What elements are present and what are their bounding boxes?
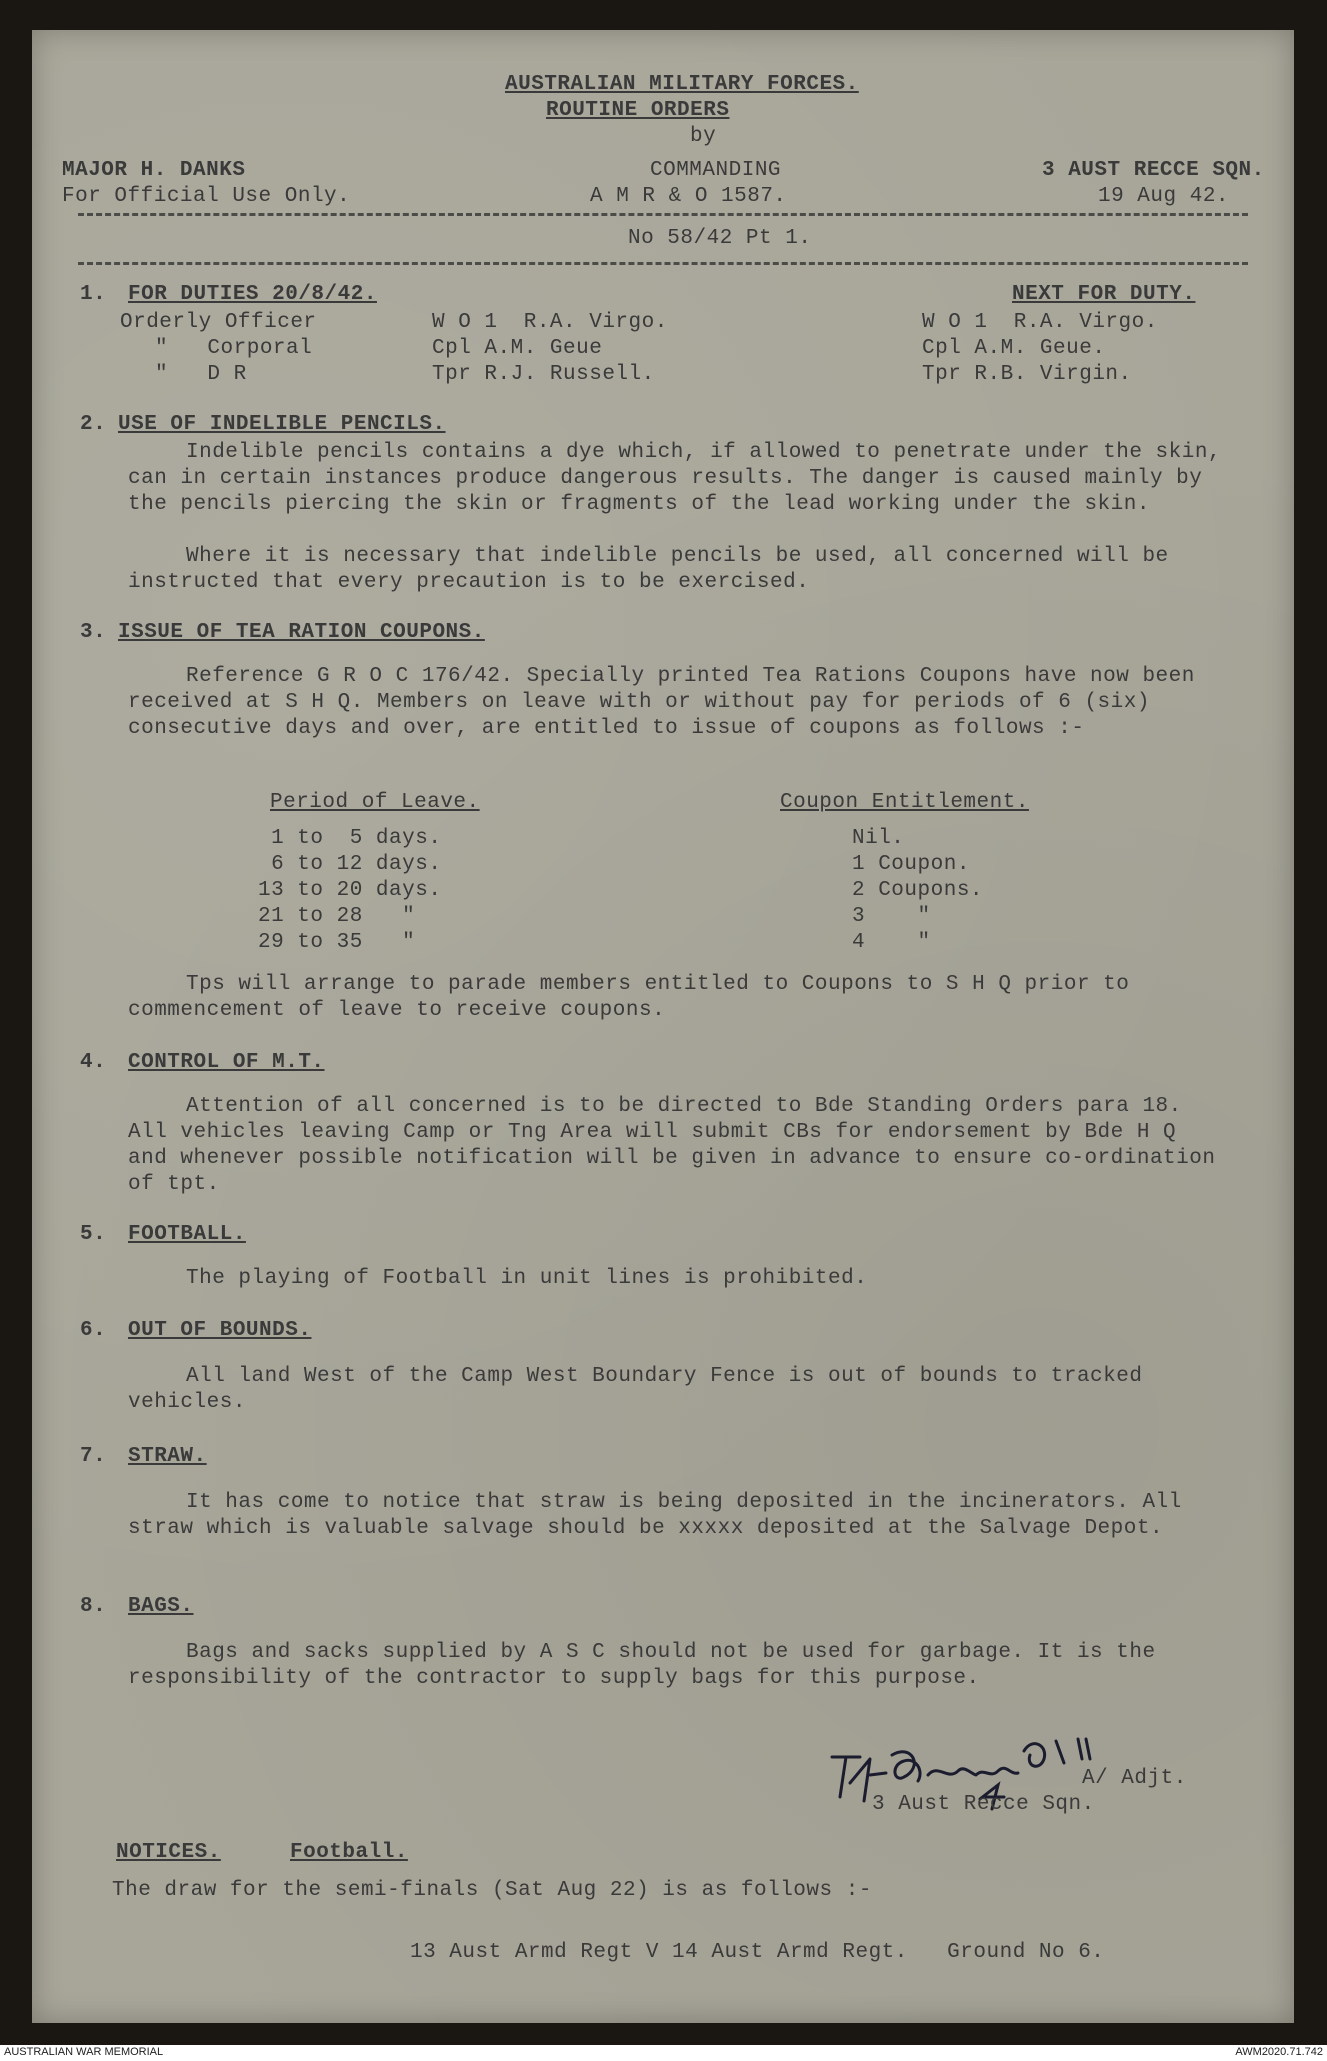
- section-4-number: 4.: [80, 1051, 107, 1074]
- section-2-para-1: Indelible pencils contains a dye which, if allowed to penetrate under the skin, can in certain instances produce dangerous results. The danger is caused mainly by the pencils piercing the skin or fragments of the lead working under the skin.: [128, 441, 1222, 516]
- duty-role: " D R: [155, 363, 247, 386]
- unit-name: 3 AUST RECCE SQN.: [1042, 159, 1265, 182]
- section-5-para-1: The playing of Football in unit lines is prohibited.: [186, 1267, 868, 1290]
- section-5-number: 5.: [80, 1223, 107, 1246]
- unit-code: A M R & O 1587.: [590, 185, 787, 208]
- section-2-heading: USE OF INDELIBLE PENCILS.: [118, 413, 446, 436]
- section-4-heading: CONTROL OF M.T.: [128, 1051, 325, 1074]
- section-7-para-1: It has come to notice that straw is being deposited in the incinerators. All straw which is valuable salvage should be xxxxx deposited at the Salvage Depot.: [128, 1491, 1182, 1540]
- signatory-role: A/ Adjt.: [1082, 1767, 1187, 1790]
- section-5-heading: FOOTBALL.: [128, 1223, 246, 1246]
- signatory-unit: 3 Aust Recce Sqn.: [872, 1793, 1095, 1816]
- section-6-para-1: All land West of the Camp West Boundary Fence is out of bounds to tracked vehicles.: [128, 1365, 1143, 1414]
- coupon-count: 4 ": [852, 931, 931, 954]
- coupon-count: 3 ": [852, 905, 931, 928]
- section-1-number: 1.: [80, 283, 107, 306]
- coupon-count: Nil.: [852, 827, 905, 850]
- leave-period: 29 to 35 ": [258, 931, 416, 954]
- section-6-heading: OUT OF BOUNDS.: [128, 1319, 312, 1342]
- section-7-number: 7.: [80, 1445, 107, 1468]
- period-of-leave-heading: Period of Leave.: [270, 791, 480, 814]
- by-label: by: [690, 125, 717, 148]
- section-6-number: 6.: [80, 1319, 107, 1342]
- section-3-para-2: Tps will arrange to parade members entitled to Coupons to S H Q prior to commencement of leave to receive coupons.: [128, 973, 1130, 1022]
- notices-topic: Football.: [290, 1841, 408, 1864]
- leave-period: 1 to 5 days.: [258, 827, 442, 850]
- order-date: 19 Aug 42.: [1098, 185, 1230, 208]
- section-8-para-1: Bags and sacks supplied by A S C should not be used for garbage. It is the responsibility of the contractor to supply bags for this purpose.: [128, 1641, 1156, 1690]
- notices-line-1: The draw for the semi-finals (Sat Aug 22) is as follows :-: [112, 1879, 872, 1902]
- commander-name: MAJOR H. DANKS: [62, 159, 246, 182]
- section-8-heading: BAGS.: [128, 1595, 194, 1618]
- section-3-heading: ISSUE OF TEA RATION COUPONS.: [118, 621, 485, 644]
- section-8-number: 8.: [80, 1595, 107, 1618]
- commanding-label: COMMANDING: [650, 159, 782, 182]
- section-3-number: 3.: [80, 621, 107, 644]
- section-1-heading: FOR DUTIES 20/8/42.: [128, 283, 377, 306]
- document-subtitle: ROUTINE ORDERS: [546, 99, 730, 122]
- document-title: AUSTRALIAN MILITARY FORCES.: [505, 73, 859, 96]
- notices-label: NOTICES.: [116, 1841, 221, 1864]
- next-duty-person: Tpr R.B. Virgin.: [922, 363, 1132, 386]
- duty-person: Tpr R.J. Russell.: [432, 363, 655, 386]
- coupon-entitlement-heading: Coupon Entitlement.: [780, 791, 1029, 814]
- next-duty-person: Cpl A.M. Geue.: [922, 337, 1106, 360]
- duty-role: " Corporal: [155, 337, 313, 360]
- next-duty-person: W O 1 R.A. Virgo.: [922, 311, 1158, 334]
- section-4-para-1: Attention of all concerned is to be directed to Bde Standing Orders para 18. All vehicles leaving Camp or Tng Area will submit CBs for endorsement by Bde H Q and whenever possible notification will be given in advance to ensure co-ordination of tpt.: [128, 1095, 1216, 1196]
- official-use-note: For Official Use Only.: [62, 185, 351, 208]
- duty-person: Cpl A.M. Geue: [432, 337, 603, 360]
- archive-footer: [0, 2045, 1327, 2061]
- leave-period: 6 to 12 days.: [258, 853, 442, 876]
- next-for-duty-heading: NEXT FOR DUTY.: [1012, 283, 1196, 306]
- header-divider-top: [78, 213, 1248, 216]
- section-7-heading: STRAW.: [128, 1445, 207, 1468]
- section-2-number: 2.: [80, 413, 107, 436]
- section-2-para-2: Where it is necessary that indelible pencils be used, all concerned will be instructed that every precaution is to be exercised.: [128, 545, 1169, 594]
- leave-period: 13 to 20 days.: [258, 879, 442, 902]
- archive-name: AUSTRALIAN WAR MEMORIAL: [4, 2046, 164, 2058]
- notices-line-2: 13 Aust Armd Regt V 14 Aust Armd Regt. Ground No 6.: [410, 1941, 1105, 1964]
- archive-reference: AWM2020.71.742: [1235, 2046, 1323, 2058]
- coupon-count: 2 Coupons.: [852, 879, 984, 902]
- leave-period: 21 to 28 ": [258, 905, 416, 928]
- coupon-count: 1 Coupon.: [852, 853, 970, 876]
- section-3-para-1: Reference G R O C 176/42. Specially printed Tea Rations Coupons have now been received at S H Q. Members on leave with or without pay for periods of 6 (six) consecutive days and over, are entitled to issue of coupons as follows :-: [128, 665, 1195, 740]
- duty-person: W O 1 R.A. Virgo.: [432, 311, 668, 334]
- duty-role: Orderly Officer: [120, 311, 317, 334]
- order-number: No 58/42 Pt 1.: [628, 227, 812, 250]
- header-divider-bottom: [78, 262, 1248, 265]
